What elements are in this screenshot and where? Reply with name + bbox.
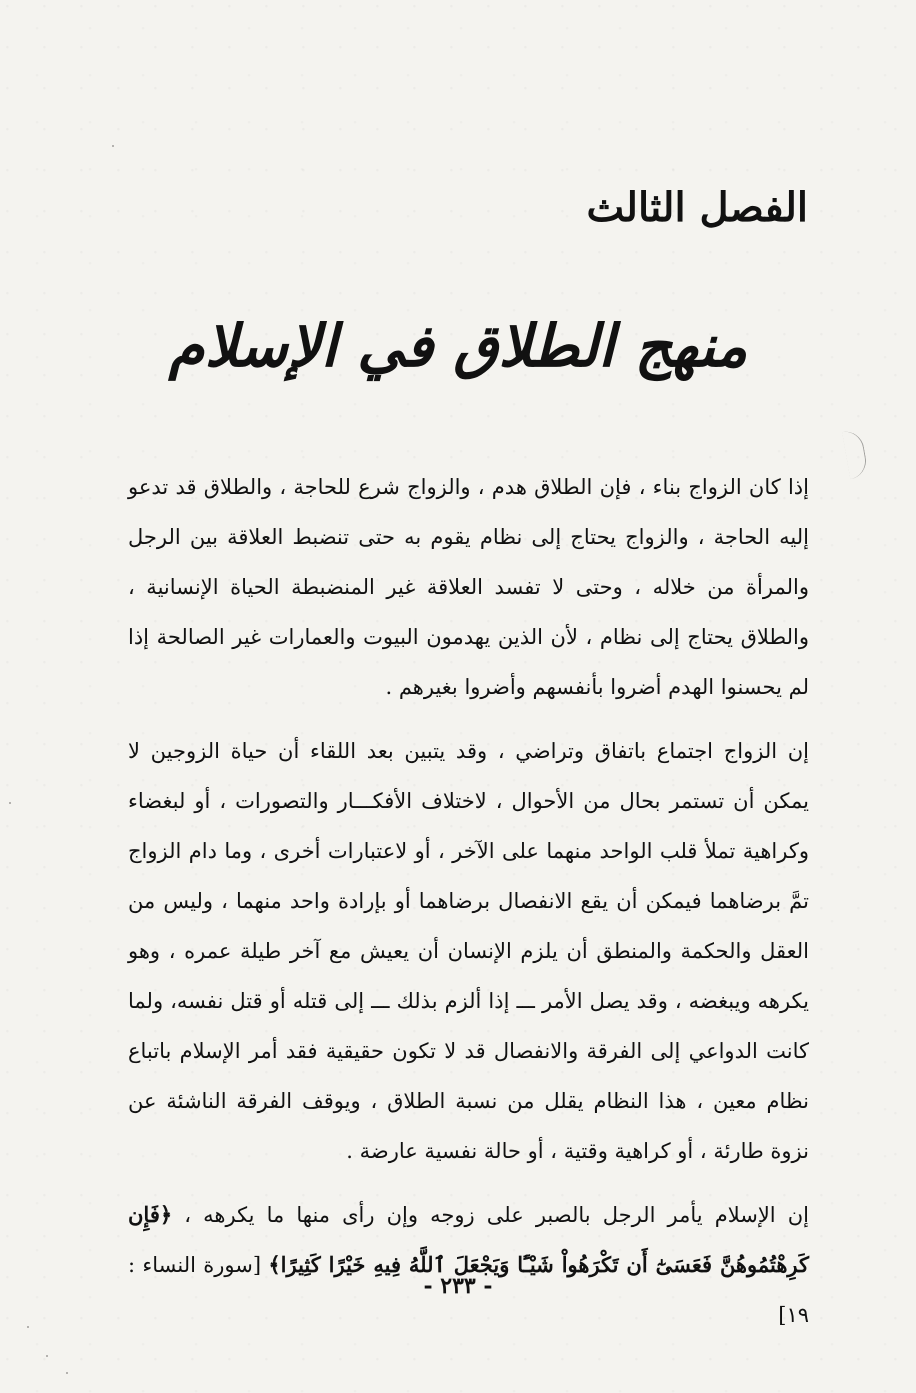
paragraph-3-intro: إن الإسلام يأمر الرجل بالصبر على زوجه وإن رأى منها ما يكرهه ، (184, 1203, 809, 1227)
quran-verse: ﴿فَإِن كَرِهْتُمُوهُنَّ فَعَسَىٰٓ أَن تَكْرَهُواْ شَيْـًٔا وَيَجْعَلَ ٱللَّهُ فِيهِ خَيْرًا كَثِيرًا﴾ (128, 1202, 809, 1277)
page-number: - ٢٣٣ - (423, 1273, 493, 1299)
paper-speck (66, 1372, 68, 1374)
paper-speck (9, 802, 11, 804)
paragraph-1: إذا كان الزواج بناء ، فإن الطلاق هدم ، والزواج شرع للحاجة ، والطلاق قد تدعو إليه الحاجة ، والزواج يحتاج إلى نظام يقوم به حتى تنضبط العلاقة بين الرجل والمرأة من خلاله ، وحتى لا تفسد العلاقة غير المنضبطة الحياة الإنسانية ، والطلاق يحتاج إلى نظام ، لأن الذين يهدمون البيوت والعمارات غير الصالحة إذا لم يحسنوا الهدم أضروا بأنفسهم وأضروا بغيرهم . (128, 475, 809, 699)
verse-citation: [سورة النساء : ١٩] (128, 1253, 809, 1327)
paper-speck (112, 145, 114, 147)
margin-mark (842, 429, 869, 480)
paragraph-3 (128, 1190, 809, 1340)
paper-speck (46, 1355, 48, 1357)
content-body (128, 462, 809, 1354)
paragraph-2: إن الزواج اجتماع باتفاق وتراضي ، وقد يتبين بعد اللقاء أن حياة الزوجين لا يمكن أن تستمر بحال من الأحوال ، لاختلاف الأفكـــار والتصورات ، أو لبغضاء وكراهية تملأ قلب الواحد منهما على الآخر ، أو لاعتبارات أخرى ، وما دام الزواج تمَّ برضاهما فيمكن أن يقع الانفصال برضاهما أو بإرادة واحد منهما ، وليس من العقل والحكمة والمنطق أن يلزم الإنسان أن يعيش مع آخر طيلة عمره ، وهو يكرهه ويبغضه ، وقد يصل الأمر ـــ إذا ألزم بذلك ـــ إلى قتله أو قتل نفسه، ولما كانت الدواعي إلى الفرقة والانفصال قد لا تكون حقيقية فقد أمر الإسلام باتباع نظام معين ، هذا النظام يقلل من نسبة الطلاق ، ويوقف الفرقة الناشئة عن نزوة طارئة ، أو كراهية وقتية ، أو حالة نفسية عارضة . (128, 739, 809, 1163)
paper-speck (27, 1326, 29, 1328)
main-title: منهج الطلاق في الإسلام (168, 312, 748, 380)
chapter-heading: الفصل الثالث (586, 184, 808, 231)
